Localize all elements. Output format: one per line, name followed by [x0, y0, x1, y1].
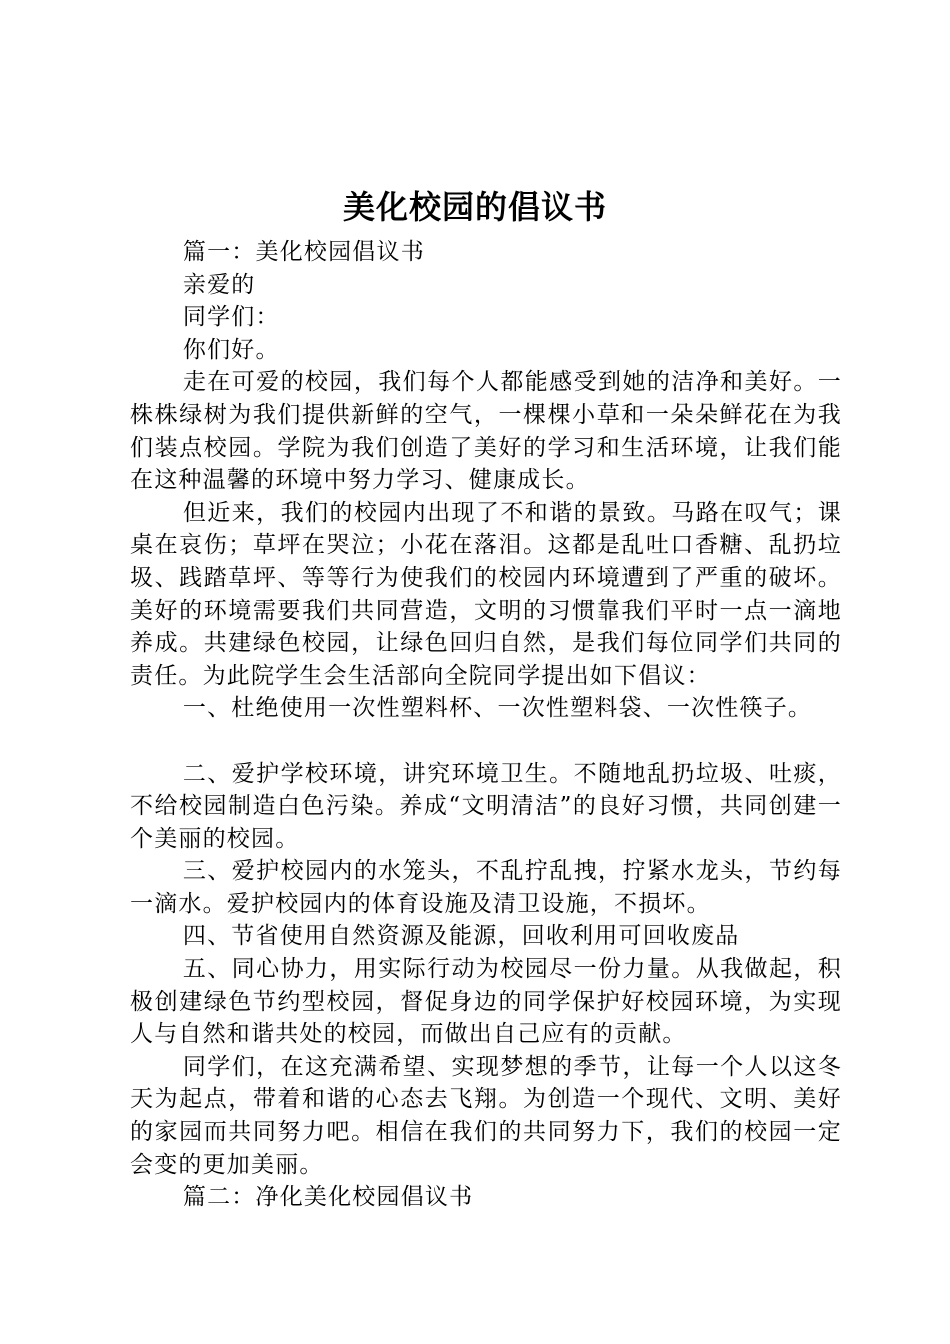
paragraph-closing: 同学们，在这充满希望、实现梦想的季节，让每一个人以这冬天为起点，带着和谐的心态去飞翔。为创造一个现代、文明、美好的家园而共同努力吧。相信在我们的共同努力下，我们的校园一定会变的更加美丽。 — [130, 1053, 842, 1178]
greeting: 你们好。 — [182, 336, 280, 363]
section-heading-2: 篇二：净化美化校园倡议书 — [182, 1184, 474, 1211]
proposal-item-5: 五、同心协力，用实际行动为校园尽一份力量。从我做起，积极创建绿色节约型校园，督促身边的同学保护好校园环境，为实现人与自然和谐共处的校园，而做出自己应有的贡献。 — [130, 956, 842, 1048]
proposal-item-1: 一、杜绝使用一次性塑料杯、一次性塑料袋、一次性筷子。 — [182, 695, 813, 722]
salutation-line-2: 同学们： — [182, 304, 280, 331]
paragraph-intro: 走在可爱的校园，我们每个人都能感受到她的洁净和美好。一株株绿树为我们提供新鲜的空气，一棵棵小草和一朵朵鲜花在为我们装点校园。学院为我们创造了美好的学习和生活环境，让我们能在这种温馨的环境中努力学习、健康成长。 — [130, 369, 842, 494]
document-title: 美化校园的倡议书 — [342, 188, 607, 226]
salutation-line-1: 亲爱的 — [182, 271, 256, 298]
proposal-item-3: 三、爱护校园内的水笼头，不乱拧乱拽，拧紧水龙头，节约每一滴水。爱护校园内的体育设施及清卫设施，不损坏。 — [130, 858, 842, 917]
proposal-item-4: 四、节省使用自然资源及能源，回收利用可回收废品 — [182, 923, 740, 950]
paragraph-problem: 但近来，我们的校园内出现了不和谐的景致。马路在叹气；课桌在哀伤；草坪在哭泣；小花在落泪。这都是乱吐口香糖、乱扔垃圾、践踏草坪、等等行为使我们的校园内环境遭到了严重的破坏。美好的环境需要我们共同营造，文明的习惯靠我们平时一点一滴地养成。共建绿色校园，让绿色回归自然，是我们每位同学们共同的责任。为此院学生会生活部向全院同学提出如下倡议： — [130, 499, 842, 689]
document-body — [130, 236, 842, 1214]
proposal-item-2: 二、爱护学校环境，讲究环境卫生。不随地乱扔垃圾、吐痰，不给校园制造白色污染。养成“文明清洁”的良好习惯，共同创建一个美丽的校园。 — [130, 760, 842, 852]
section-heading-1: 篇一：美化校园倡议书 — [182, 239, 425, 265]
blank-line — [130, 725, 842, 758]
